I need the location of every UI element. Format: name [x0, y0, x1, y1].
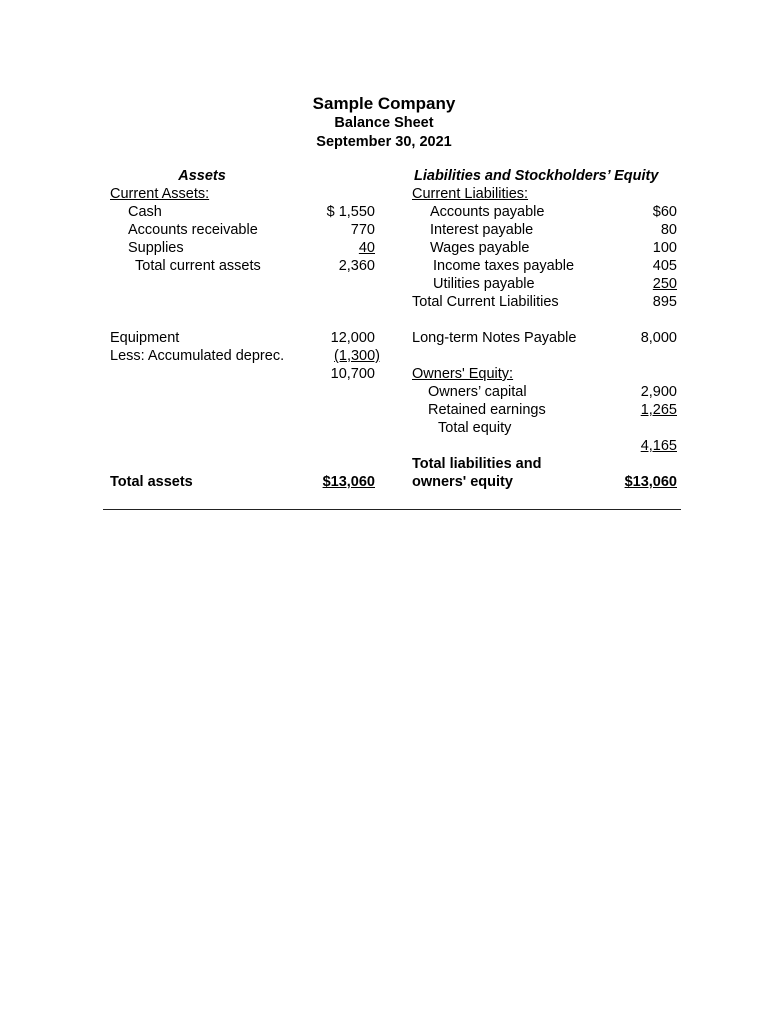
owners-equity-heading: Owners' Equity: — [412, 366, 514, 382]
wages-payable-label: Wages payable — [430, 240, 530, 256]
total-current-assets-value: 2,360 — [338, 258, 375, 274]
retained-earnings-value — [600, 401, 677, 419]
utilities-payable-label: Utilities payable — [433, 276, 535, 292]
accumulated-depreciation-value — [280, 347, 380, 365]
interest-payable-label: Interest payable — [430, 222, 534, 238]
utilities-payable-value — [600, 275, 677, 293]
bottom-rule — [103, 509, 681, 510]
statement-title: Balance Sheet — [334, 115, 434, 131]
current-assets-heading: Current Assets: — [110, 186, 210, 202]
statement-date: September 30, 2021 — [316, 134, 452, 150]
cash-value: $ 1,550 — [326, 204, 375, 220]
total-assets-label: Total assets — [110, 474, 193, 490]
interest-payable-value: 80 — [660, 222, 677, 238]
total-liabilities-equity-label-line1: Total liabilities and — [412, 456, 542, 472]
total-assets-value — [280, 473, 375, 491]
supplies-value — [280, 239, 375, 257]
owners-capital-label: Owners’ capital — [428, 384, 527, 400]
total-equity-value-text: 4,165 — [640, 438, 677, 454]
equipment-value: 12,000 — [330, 330, 375, 346]
long-term-notes-label: Long-term Notes Payable — [412, 330, 577, 346]
accumulated-depreciation-label: Less: Accumulated deprec. — [110, 348, 285, 364]
supplies-label: Supplies — [128, 240, 184, 256]
utilities-payable-value-text: 250 — [652, 276, 677, 292]
total-equity-label: Total equity — [438, 420, 512, 436]
total-assets-value-text: $13,060 — [322, 474, 375, 490]
accounts-payable-label: Accounts payable — [430, 204, 545, 220]
income-taxes-payable-value: 405 — [652, 258, 677, 274]
equipment-label: Equipment — [110, 330, 180, 346]
accounts-receivable-value: 770 — [350, 222, 375, 238]
wages-payable-value: 100 — [652, 240, 677, 256]
total-current-liabilities-label: Total Current Liabilities — [412, 294, 559, 310]
owners-capital-value: 2,900 — [640, 384, 677, 400]
cash-label: Cash — [128, 204, 162, 220]
current-liabilities-heading: Current Liabilities: — [412, 186, 529, 202]
total-equity-value — [600, 437, 677, 455]
assets-heading: Assets — [178, 168, 226, 184]
total-liabilities-equity-value-text: $13,060 — [624, 474, 677, 490]
liabilities-equity-heading: Liabilities and Stockholders’ Equity — [414, 168, 659, 184]
total-current-assets-label: Total current assets — [135, 258, 261, 274]
retained-earnings-value-text: 1,265 — [640, 402, 677, 418]
total-current-liabilities-value: 895 — [652, 294, 677, 310]
net-equipment-value: 10,700 — [330, 366, 375, 382]
supplies-value-text: 40 — [358, 240, 375, 256]
total-liabilities-equity-label-line2: owners' equity — [412, 474, 513, 490]
company-name: Sample Company — [312, 94, 456, 113]
accounts-payable-value: $60 — [652, 204, 677, 220]
accumulated-depreciation-value-text: (1,300) — [334, 348, 380, 364]
retained-earnings-label: Retained earnings — [428, 402, 546, 418]
accounts-receivable-label: Accounts receivable — [128, 222, 258, 238]
income-taxes-payable-label: Income taxes payable — [433, 258, 575, 274]
long-term-notes-value: 8,000 — [640, 330, 677, 346]
total-liabilities-equity-value — [590, 473, 677, 491]
